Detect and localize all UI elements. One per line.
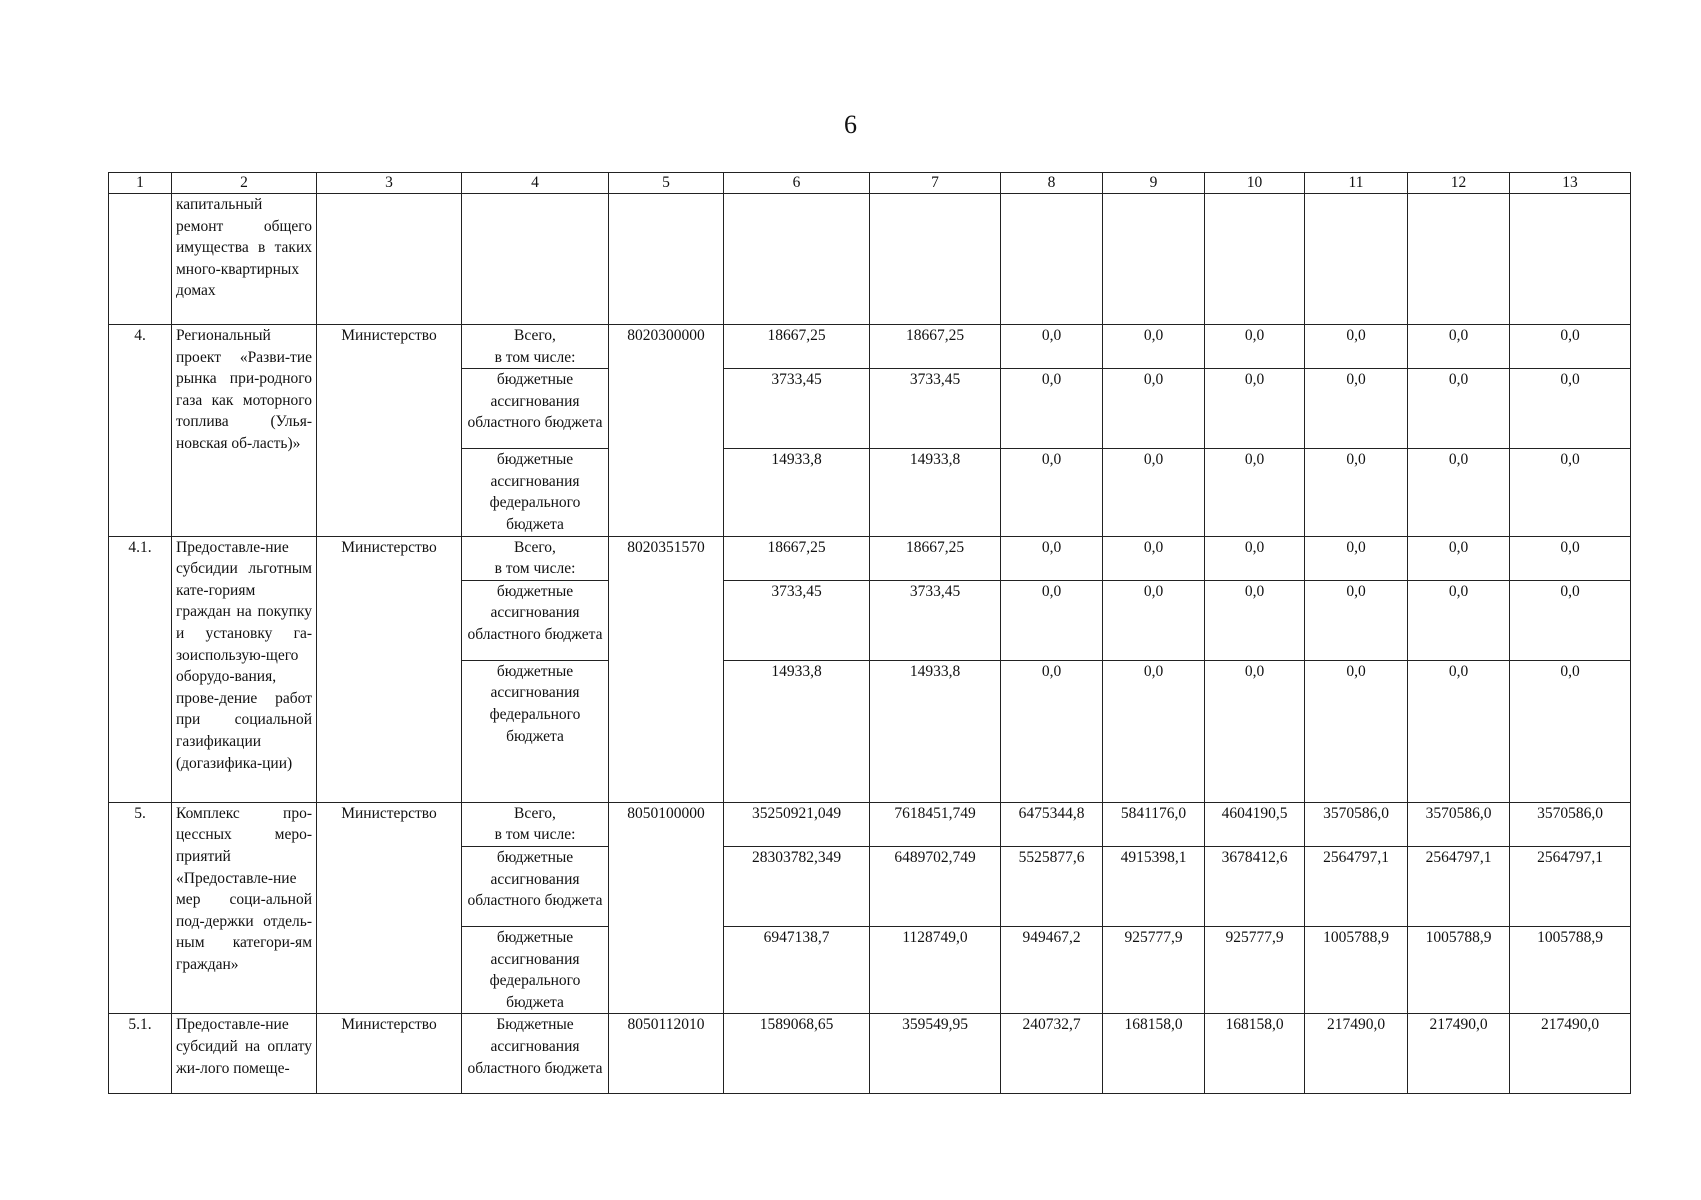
column-number: 2 bbox=[172, 173, 317, 194]
column-number: 10 bbox=[1205, 173, 1305, 194]
amount-cell: 1005788,9 bbox=[1408, 926, 1510, 1013]
department-cell: Министерство bbox=[317, 802, 462, 1014]
column-number: 8 bbox=[1001, 173, 1103, 194]
index-cell bbox=[109, 194, 172, 325]
department-cell: Министерство bbox=[317, 536, 462, 802]
table-row bbox=[109, 1014, 1631, 1094]
table-row bbox=[109, 802, 1631, 846]
amount-cell: 0,0 bbox=[1305, 369, 1408, 449]
amount-cell: 1589068,65 bbox=[724, 1014, 870, 1094]
amount-cell: 5525877,6 bbox=[1001, 846, 1103, 926]
budget-code-cell: 8050112010 bbox=[609, 1014, 724, 1094]
source-cell bbox=[462, 194, 609, 325]
amount-cell: 6947138,7 bbox=[724, 926, 870, 1013]
column-number: 4 bbox=[462, 173, 609, 194]
amount-cell: 3570586,0 bbox=[1305, 802, 1408, 846]
amount-cell: 14933,8 bbox=[870, 660, 1001, 802]
amount-cell: 925777,9 bbox=[1103, 926, 1205, 1013]
amount-cell: 0,0 bbox=[1305, 449, 1408, 536]
amount-cell: 0,0 bbox=[1205, 660, 1305, 802]
amount-cell: 359549,95 bbox=[870, 1014, 1001, 1094]
column-number: 9 bbox=[1103, 173, 1205, 194]
measure-name-cell: Комплекс про-цессных меро-приятий «Предоставле-ние мер соци-альной под-держки отдель-ным категори-ям граждан» bbox=[172, 802, 317, 1014]
amount-cell: 0,0 bbox=[1103, 580, 1205, 660]
department-cell: Министерство bbox=[317, 1014, 462, 1094]
index-cell: 4.1. bbox=[109, 536, 172, 802]
amount-cell: 0,0 bbox=[1408, 449, 1510, 536]
amount-cell: 0,0 bbox=[1408, 536, 1510, 580]
amount-cell: 2564797,1 bbox=[1305, 846, 1408, 926]
amount-cell: 2564797,1 bbox=[1408, 846, 1510, 926]
page-number: 6 bbox=[844, 110, 857, 139]
amount-cell: 0,0 bbox=[1510, 580, 1631, 660]
column-number: 1 bbox=[109, 173, 172, 194]
value-cell bbox=[870, 194, 1001, 325]
amount-cell: 0,0 bbox=[1408, 325, 1510, 369]
amount-cell: 3733,45 bbox=[870, 369, 1001, 449]
amount-cell: 217490,0 bbox=[1305, 1014, 1408, 1094]
column-number: 3 bbox=[317, 173, 462, 194]
amount-cell: 0,0 bbox=[1001, 660, 1103, 802]
amount-cell: 1005788,9 bbox=[1510, 926, 1631, 1013]
value-cell bbox=[724, 194, 870, 325]
amount-cell: 0,0 bbox=[1408, 660, 1510, 802]
amount-cell: 0,0 bbox=[1510, 325, 1631, 369]
column-number-row bbox=[109, 173, 1631, 194]
budget-code-cell: 8050100000 bbox=[609, 802, 724, 1014]
funding-source-cell: Всего, в том числе: bbox=[462, 536, 609, 580]
amount-cell: 14933,8 bbox=[724, 660, 870, 802]
amount-cell: 3570586,0 bbox=[1510, 802, 1631, 846]
amount-cell: 925777,9 bbox=[1205, 926, 1305, 1013]
amount-cell: 0,0 bbox=[1103, 660, 1205, 802]
amount-cell: 3733,45 bbox=[870, 580, 1001, 660]
column-number: 11 bbox=[1305, 173, 1408, 194]
value-cell bbox=[1103, 194, 1205, 325]
funding-source-cell: бюджетные ассигнования областного бюджета bbox=[462, 369, 609, 449]
amount-cell: 0,0 bbox=[1305, 580, 1408, 660]
budget-table bbox=[108, 172, 1631, 1094]
measure-name-cell: капитальный ремонт общего имущества в таких много-квартирных домах bbox=[172, 194, 317, 325]
amount-cell: 0,0 bbox=[1205, 580, 1305, 660]
column-number: 12 bbox=[1408, 173, 1510, 194]
amount-cell: 0,0 bbox=[1510, 536, 1631, 580]
table-row bbox=[109, 325, 1631, 369]
amount-cell: 0,0 bbox=[1408, 580, 1510, 660]
amount-cell: 3678412,6 bbox=[1205, 846, 1305, 926]
amount-cell: 0,0 bbox=[1205, 449, 1305, 536]
amount-cell: 2564797,1 bbox=[1510, 846, 1631, 926]
amount-cell: 5841176,0 bbox=[1103, 802, 1205, 846]
column-number: 13 bbox=[1510, 173, 1631, 194]
department-cell bbox=[317, 194, 462, 325]
index-cell: 5. bbox=[109, 802, 172, 1014]
funding-source-cell: Всего, в том числе: bbox=[462, 802, 609, 846]
column-number: 6 bbox=[724, 173, 870, 194]
amount-cell: 0,0 bbox=[1408, 369, 1510, 449]
amount-cell: 0,0 bbox=[1510, 660, 1631, 802]
budget-code-cell: 8020351570 bbox=[609, 536, 724, 802]
funding-source-cell: Всего, в том числе: bbox=[462, 325, 609, 369]
amount-cell: 0,0 bbox=[1001, 449, 1103, 536]
amount-cell: 0,0 bbox=[1205, 325, 1305, 369]
funding-source-cell: бюджетные ассигнования федерального бюджета bbox=[462, 926, 609, 1013]
department-cell: Министерство bbox=[317, 325, 462, 537]
amount-cell: 0,0 bbox=[1305, 536, 1408, 580]
amount-cell: 217490,0 bbox=[1408, 1014, 1510, 1094]
amount-cell: 7618451,749 bbox=[870, 802, 1001, 846]
value-cell bbox=[1408, 194, 1510, 325]
amount-cell: 6475344,8 bbox=[1001, 802, 1103, 846]
measure-name-cell: Предоставле-ние субсидии льготным кате-гориям граждан на покупку и установку га-зоиспользую-щего оборудо-вания, прове-дение работ при социальной газификации (догазифика-ции) bbox=[172, 536, 317, 802]
amount-cell: 0,0 bbox=[1205, 536, 1305, 580]
amount-cell: 6489702,749 bbox=[870, 846, 1001, 926]
amount-cell: 0,0 bbox=[1001, 536, 1103, 580]
amount-cell: 3733,45 bbox=[724, 369, 870, 449]
amount-cell: 0,0 bbox=[1103, 449, 1205, 536]
index-cell: 4. bbox=[109, 325, 172, 537]
value-cell bbox=[1305, 194, 1408, 325]
amount-cell: 0,0 bbox=[1103, 325, 1205, 369]
amount-cell: 1128749,0 bbox=[870, 926, 1001, 1013]
amount-cell: 240732,7 bbox=[1001, 1014, 1103, 1094]
funding-source-cell: бюджетные ассигнования областного бюджета bbox=[462, 846, 609, 926]
amount-cell: 0,0 bbox=[1001, 580, 1103, 660]
amount-cell: 18667,25 bbox=[870, 325, 1001, 369]
amount-cell: 0,0 bbox=[1001, 325, 1103, 369]
amount-cell: 35250921,049 bbox=[724, 802, 870, 846]
amount-cell: 949467,2 bbox=[1001, 926, 1103, 1013]
amount-cell: 168158,0 bbox=[1205, 1014, 1305, 1094]
measure-name-cell: Предоставле-ние субсидий на оплату жи-лого помеще- bbox=[172, 1014, 317, 1094]
amount-cell: 0,0 bbox=[1305, 325, 1408, 369]
code-cell bbox=[609, 194, 724, 325]
funding-source-cell: бюджетные ассигнования федерального бюджета bbox=[462, 660, 609, 802]
amount-cell: 0,0 bbox=[1001, 369, 1103, 449]
value-cell bbox=[1510, 194, 1631, 325]
funding-source-cell: бюджетные ассигнования областного бюджета bbox=[462, 580, 609, 660]
budget-code-cell: 8020300000 bbox=[609, 325, 724, 537]
amount-cell: 0,0 bbox=[1510, 369, 1631, 449]
amount-cell: 1005788,9 bbox=[1305, 926, 1408, 1013]
amount-cell: 3733,45 bbox=[724, 580, 870, 660]
amount-cell: 168158,0 bbox=[1103, 1014, 1205, 1094]
amount-cell: 28303782,349 bbox=[724, 846, 870, 926]
value-cell bbox=[1205, 194, 1305, 325]
amount-cell: 0,0 bbox=[1205, 369, 1305, 449]
column-number: 5 bbox=[609, 173, 724, 194]
amount-cell: 14933,8 bbox=[870, 449, 1001, 536]
amount-cell: 0,0 bbox=[1510, 449, 1631, 536]
continued-row bbox=[109, 194, 1631, 325]
table-row bbox=[109, 536, 1631, 580]
amount-cell: 3570586,0 bbox=[1408, 802, 1510, 846]
amount-cell: 0,0 bbox=[1305, 660, 1408, 802]
column-number: 7 bbox=[870, 173, 1001, 194]
table-body bbox=[109, 173, 1631, 1094]
value-cell bbox=[1001, 194, 1103, 325]
amount-cell: 18667,25 bbox=[724, 325, 870, 369]
measure-name-cell: Региональный проект «Разви-тие рынка при-родного газа как моторного топлива (Улья-новская об-ласть)» bbox=[172, 325, 317, 537]
funding-source-cell: бюджетные ассигнования федерального бюджета bbox=[462, 449, 609, 536]
amount-cell: 4604190,5 bbox=[1205, 802, 1305, 846]
amount-cell: 14933,8 bbox=[724, 449, 870, 536]
amount-cell: 0,0 bbox=[1103, 536, 1205, 580]
amount-cell: 217490,0 bbox=[1510, 1014, 1631, 1094]
amount-cell: 4915398,1 bbox=[1103, 846, 1205, 926]
amount-cell: 18667,25 bbox=[870, 536, 1001, 580]
amount-cell: 0,0 bbox=[1103, 369, 1205, 449]
funding-source-cell: Бюджетные ассигнования областного бюджета bbox=[462, 1014, 609, 1094]
index-cell: 5.1. bbox=[109, 1014, 172, 1094]
amount-cell: 18667,25 bbox=[724, 536, 870, 580]
